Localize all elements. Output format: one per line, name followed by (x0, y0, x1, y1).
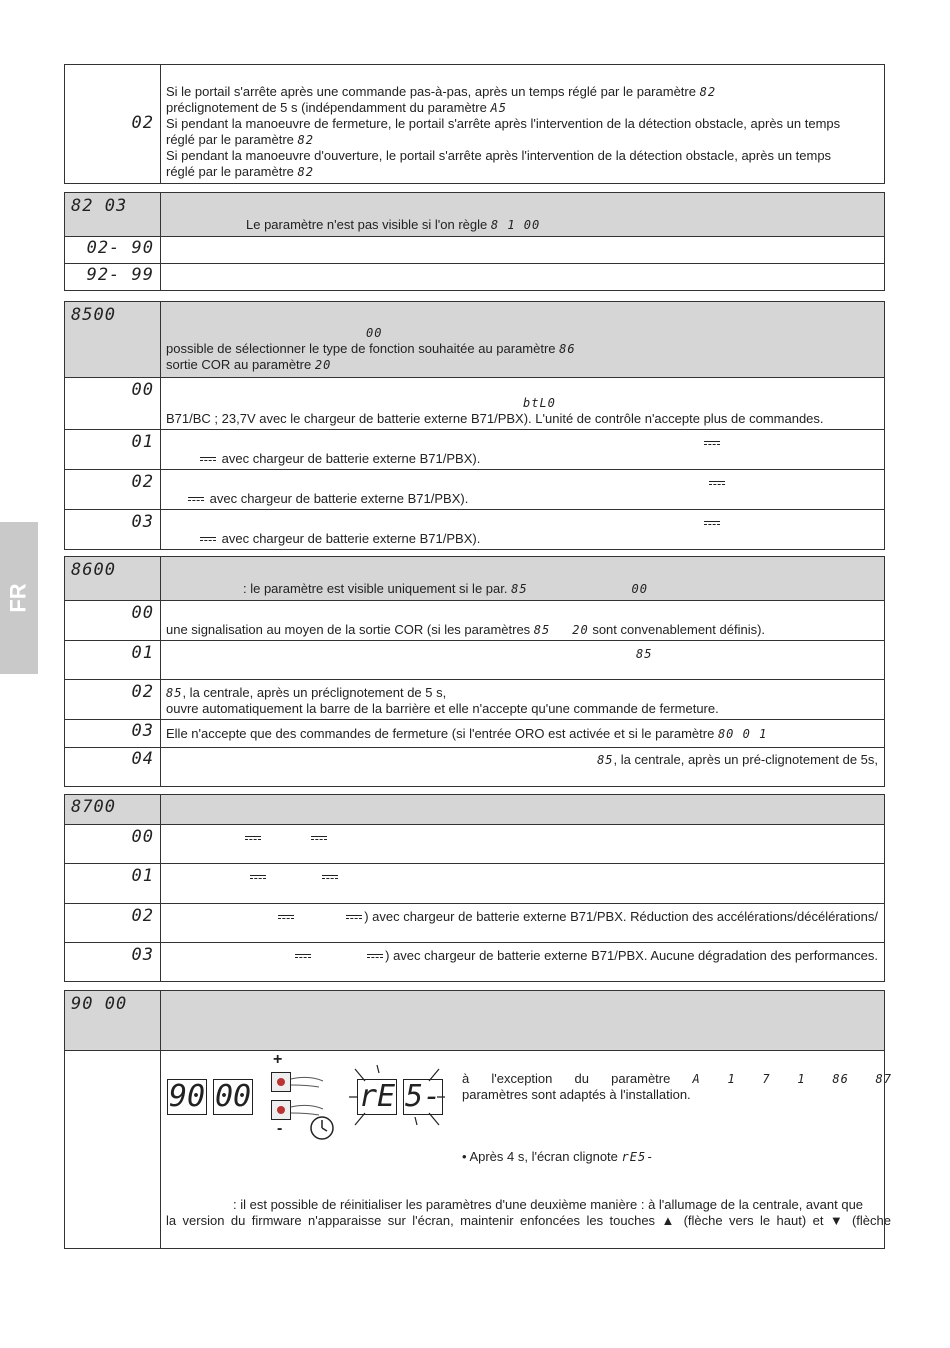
value-description: avec chargeur de batterie externe B71/PBX). (161, 470, 885, 510)
dc-symbol-icon (200, 537, 216, 543)
reset-procedure (161, 1051, 892, 1249)
description-line: préclignotement de 5 s (indépendamment du paramètre A5 (166, 100, 507, 115)
value-code: 92- 99 (65, 264, 161, 291)
dc-symbol-icon (704, 521, 720, 527)
value-code: 02 (65, 65, 161, 184)
dc-symbol-icon (295, 954, 311, 960)
param-code: 82 03 (65, 193, 161, 237)
down-button-icon (271, 1100, 291, 1120)
param-table-86 (64, 556, 885, 787)
dc-symbol-icon (367, 954, 383, 960)
display-digit-left: 90 (168, 1079, 206, 1114)
param-table-82-03 (64, 192, 885, 291)
param-code: 8700 (65, 795, 161, 825)
language-tab (0, 522, 38, 674)
dc-symbol-icon (704, 441, 720, 447)
dc-symbol-icon (322, 875, 338, 881)
display-reset-left: rE (358, 1079, 396, 1114)
timer-icon (307, 1113, 337, 1143)
param-table-90-00 (64, 990, 892, 1249)
dc-symbol-icon (188, 497, 204, 503)
value-description: une signalisation au moyen de la sortie COR (si les paramètres 85 20 sont convenablement définis). (161, 601, 885, 641)
value-description: avec chargeur de batterie externe B71/PBX). (161, 430, 885, 470)
value-description: 85 (161, 641, 885, 680)
display-reset-right: 5- (404, 1079, 442, 1114)
value-code: 00 (65, 378, 161, 430)
dc-symbol-icon (709, 481, 725, 487)
value-description: avec chargeur de batterie externe B71/PBX). (161, 510, 885, 550)
description-line: réglé par le paramètre 82 (166, 164, 314, 179)
value-code: 02 (65, 680, 161, 720)
param-table-87 (64, 794, 885, 982)
param-header: 00 possible de sélectionner le type de fonction souhaitée au paramètre 86 sortie COR au paramètre 20 (161, 302, 885, 378)
value-description (161, 864, 885, 904)
value-code: 01 (65, 864, 161, 904)
reset-blink-note: • Après 4 s, l'écran clignote rE5- (462, 1149, 655, 1164)
value-description: btL0 B71/BC ; 23,7V avec le chargeur de batterie externe B71/PBX). L'unité de contrôle n'accepte plus de commandes. (161, 378, 885, 430)
param-code: 8500 (65, 302, 161, 378)
dc-symbol-icon (278, 915, 294, 921)
dc-symbol-icon (250, 875, 266, 881)
value-description: 85, la centrale, après un préclignotement de 5 s, ouvre automatiquement la barre de la barrière et elle n'accepte qu'une commande de fermeture. (161, 680, 885, 720)
value-code: 01 (65, 430, 161, 470)
up-button-icon (271, 1072, 291, 1092)
description-line: Si pendant la manoeuvre de fermeture, le portail s'arrête après l'intervention de la détection obstacle, après un temps (166, 116, 841, 131)
param-code: 90 00 (65, 991, 161, 1051)
plus-sign: + (273, 1051, 283, 1068)
value-code: 03 (65, 510, 161, 550)
param-table-85 (64, 301, 885, 550)
alternate-reset-note: : il est possible de réinitialiser les paramètres d'une deuxième manière : à l'allumage de la centrale, avant que la version du firmware n'apparaisse sur l'écran, maintenir enfoncées les touches ▲ (flèche vers le haut) et ▼ (flèche (166, 1197, 891, 1228)
param-code: 8600 (65, 557, 161, 601)
param-table-82-continued (64, 64, 885, 184)
language-label: FR (5, 583, 31, 613)
value-description: Elle n'accepte que des commandes de fermeture (si l'entrée ORO est activée et si le paramètre 80 0 1 (161, 720, 885, 748)
reset-note: à l'exception du paramètre A 1 7 1 86 87 paramètres sont adaptés à l'installation. (462, 1071, 892, 1102)
value-description: 85, la centrale, après un pré-clignotement de 5s, (161, 748, 885, 787)
value-description (161, 65, 885, 184)
value-code: 03 (65, 720, 161, 748)
value-description: ) avec chargeur de batterie externe B71/PBX. Réduction des accélérations/décélérations/ (161, 904, 885, 943)
description-line: Si le portail s'arrête après une commande pas-à-pas, après un temps réglé par le paramètre 82 (166, 84, 717, 99)
display-digit-right: 00 (214, 1079, 252, 1114)
value-code: 00 (65, 601, 161, 641)
value-code: 00 (65, 825, 161, 864)
dc-symbol-icon (245, 836, 261, 842)
value-code: 02 (65, 904, 161, 943)
value-description: ) avec chargeur de batterie externe B71/PBX. Aucune dégradation des performances. (161, 943, 885, 982)
value-code: 04 (65, 748, 161, 787)
value-code: 01 (65, 641, 161, 680)
value-code: 02 (65, 470, 161, 510)
dc-symbol-icon (200, 457, 216, 463)
value-code: 02- 90 (65, 237, 161, 264)
param-header: : le paramètre est visible uniquement si le par. 85 00 (161, 557, 885, 601)
minus-sign: - (277, 1120, 283, 1137)
dc-symbol-icon (346, 915, 362, 921)
description-line: réglé par le paramètre 82 (166, 132, 314, 147)
dc-symbol-icon (311, 836, 327, 842)
description-line: Si pendant la manoeuvre d'ouverture, le portail s'arrête après l'intervention de la détection obstacle, après un temps (166, 148, 832, 163)
value-description (161, 825, 885, 864)
value-code: 03 (65, 943, 161, 982)
param-header: Le paramètre n'est pas visible si l'on règle 8 1 00 (161, 193, 885, 237)
